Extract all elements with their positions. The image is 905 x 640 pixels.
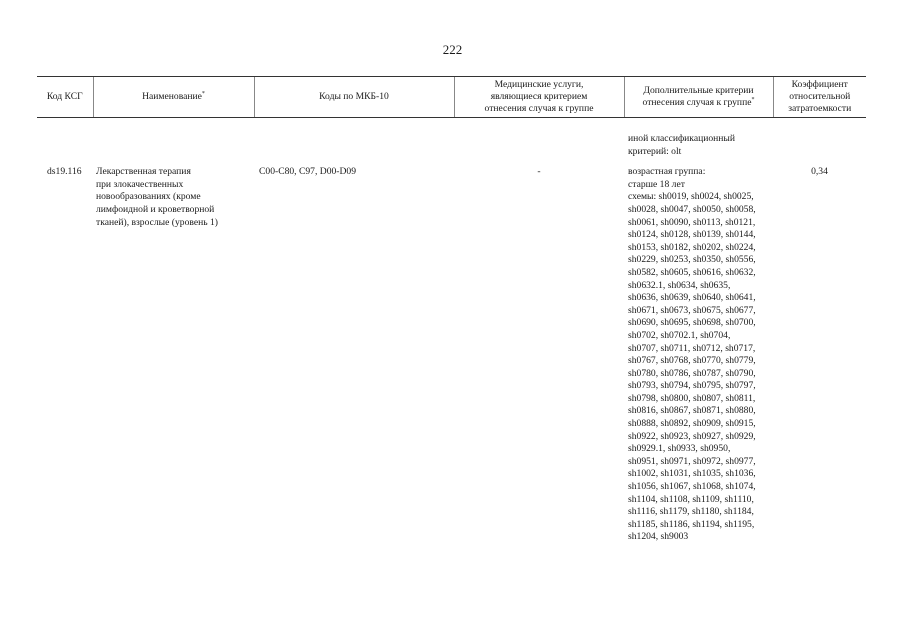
cell-ksg-code: ds19.116 (47, 166, 82, 178)
cell-coefficient: 0,34 (811, 166, 828, 178)
header-code: Код КСГ (37, 77, 93, 118)
header-criteria: Дополнительные критерии отнесения случая к группе* (624, 77, 773, 118)
header-icd: Коды по МКБ-10 (254, 77, 454, 118)
ksg-table-container (37, 76, 866, 544)
table-header-row (37, 77, 866, 118)
cell-name: Лекарственная терапия при злокачественных новообразованиях (кроме лимфоидной и кроветворной тканей), взрослые (уровень 1) (96, 166, 219, 228)
continuation-row (37, 118, 866, 165)
page-number: 222 (442, 42, 463, 57)
cell-icd-codes: C00-C80, C97, D00-D09 (259, 166, 357, 178)
footnote-mark: * (751, 96, 755, 103)
continuation-criteria: иной классификационный критерий: olt (628, 133, 735, 157)
header-services: Медицинские услуги, являющиеся критерием отнесения случая к группе (454, 77, 624, 118)
ksg-table (37, 76, 866, 544)
cell-services: - (537, 166, 541, 178)
header-coefficient: Коэффициент относительной затратоемкости (773, 77, 866, 118)
table-row (37, 164, 866, 544)
footnote-mark: * (201, 90, 205, 97)
header-name: Наименование* (93, 77, 254, 118)
cell-criteria: возрастная группа: старше 18 лет схемы: sh0019, sh0024, sh0025, sh0028, sh0047, sh0050, sh0058, sh0061, sh0090, sh0113, sh0121, sh0124, sh0128, sh0139, sh0144, sh0153, sh0182, sh0202, sh0224, sh0229, sh0253, sh0350, sh0556, sh0582, sh0605, sh0616, sh0632, sh0632.1, sh0634, sh0635, sh0636, sh0639, sh0640, sh0641, sh0671, sh0673, sh0675, sh0677, sh0690, sh0695, sh0698, sh0700, sh0702, sh0702.1, sh0704, sh0707, sh0711, sh0712, sh0717, sh0767, sh0768, sh0770, sh0779, sh0780, sh0786, sh0787, sh0790, sh0793, sh0794, sh0795, sh0797, sh0798, sh0800, sh0807, sh0811, sh0816, sh0867, sh0871, sh0880, sh0888, sh0892, sh0909, sh0915, sh0922, sh0923, sh0927, sh0929, sh0929.1, sh0933, sh0950, sh0951, sh0971, sh0972, sh0977, sh1002, sh1031, sh1035, sh1036, sh1056, sh1067, sh1068, sh1074, sh1104, sh1108, sh1109, sh1110, sh1116, sh1179, sh1180, sh1184, sh1185, sh1186, sh1194, sh1195, sh1204, sh9003 (628, 166, 756, 543)
